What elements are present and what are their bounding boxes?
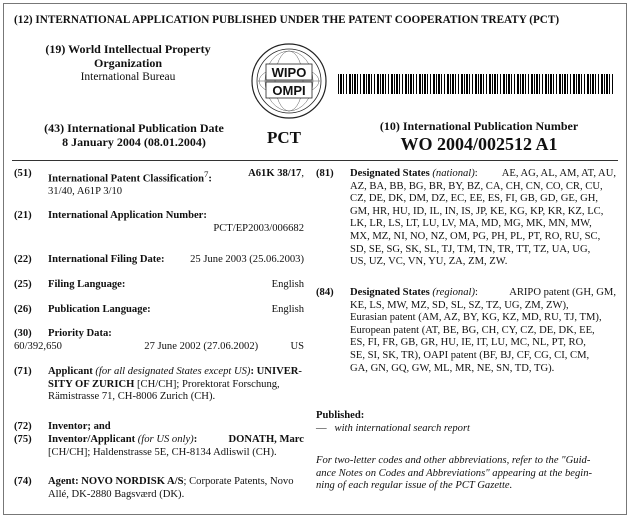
document-header: (12) INTERNATIONAL APPLICATION PUBLISHED UNDER THE PATENT COOPERATION TREATY (PCT) (14, 14, 560, 26)
item-84: (84) Designated States (regional): ARIPO patent (GH, GM, KE, LS, MW, MZ, SD, SL, SZ, TZ, UG, ZM, ZW), Eurasian patent (AM, AZ, BY, KG, KZ, MD, RU, TJ, TM), European patent (AT, BE, BG, CH, CY, CZ, DE, DK, EE, ES, FI, FR, GB, GR, HU, IE, IT, LU, MC, NL, PT, RO, SE, SI, SK, TR), OAPI patent (BF, BJ, CF, CG, CI, CM, GA, GN, GQ, GW, ML, MR, NE, SN, TD, TG). (316, 287, 616, 374)
pct-label: PCT (267, 128, 301, 147)
publication-number-block (339, 119, 619, 155)
publication-date-label: (43) International Publication Date (44, 121, 224, 135)
item-21: (21) International Application Number: PCT/EP2003/006682 (14, 210, 304, 234)
item-26: (26) Publication Language: English (14, 304, 304, 315)
item-71: (71) Applicant (for all designated States except US): UNIVER- SITY OF ZURICH [CH/CH]; Prorektorat Forschung, Rämistrasse 71, CH-8006 Zurich (CH). (14, 366, 302, 403)
patent-front-page (3, 3, 627, 515)
item-72: (72) Inventor; and (14, 421, 111, 432)
item-51: (51) International Patent Classification$^7$: A61K 38/17, 31/40, A61P 3/10 (14, 168, 304, 198)
item-30: (30) Priority Data: 60/392,650 27 June 2002 (27.06.2002) US (14, 328, 304, 352)
item-81: (81) Designated States (national): AE, AG, AL, AM, AT, AU, AZ, BA, BB, BG, BR, BY, BZ, CA, CH, CN, CO, CR, CU, CZ, DE, DK, DM, DZ, EC, EE, ES, FI, GB, GD, GE, GH, GM, HR, HU, ID, IL, IN, IS, JP, KE, KG, KP, KR, KZ, LC, LK, LR, LS, LT, LU, LV, MA, MD, MG, MK, MN, MW, MX, MZ, NI, NO, NZ, OM, PG, PH, PL, PT, RO, RU, SC, SD, SE, SG, SK, SL, TJ, TM, TN, TR, TT, TZ, UA, UG, US, UZ, VC, VN, YU, ZA, ZM, ZW. (316, 168, 616, 268)
item-75: (75) Inventor/Applicant (for US only): DONATH, Marc [CH/CH]; Haldenstrasse 5E, CH-8134 Adliswil (CH). (14, 434, 304, 458)
office-bureau: International Bureau (80, 71, 176, 83)
header-divider (12, 160, 618, 161)
logo-text-bottom: OMPI (272, 83, 306, 98)
abbreviations-note: For two-letter codes and other abbreviations, refer to the "Guid- ance Notes on Codes and Abbreviations" appearing at the begin- ning of each regular issue of the PCT Gazette. (316, 455, 593, 492)
published-section: Published: — with international search report (316, 410, 471, 434)
office-name-line1: World Intellectual Property (68, 42, 211, 56)
publication-date-block (24, 121, 244, 149)
item-74: (74) Agent: NOVO NORDISK A/S; Corporate Patents, Novo Allé, DK-2880 Bagsværd (DK). (14, 476, 294, 500)
item-22: (22) International Filing Date: 25 June 2003 (25.06.2003) (14, 254, 304, 265)
office-name-line2: Organization (94, 56, 162, 70)
publication-number-label: (10) International Publication Number (379, 119, 579, 133)
office-code: (19) (45, 42, 66, 56)
publication-date-value: 8 January 2004 (08.01.2004) (62, 135, 206, 149)
wipo-logo-icon (250, 42, 328, 120)
barcode-icon (338, 74, 614, 94)
publication-number-value: WO 2004/002512 A1 (400, 134, 558, 154)
office-block (18, 42, 238, 84)
item-25: (25) Filing Language: English (14, 279, 304, 290)
logo-text-top: WIPO (271, 65, 307, 80)
